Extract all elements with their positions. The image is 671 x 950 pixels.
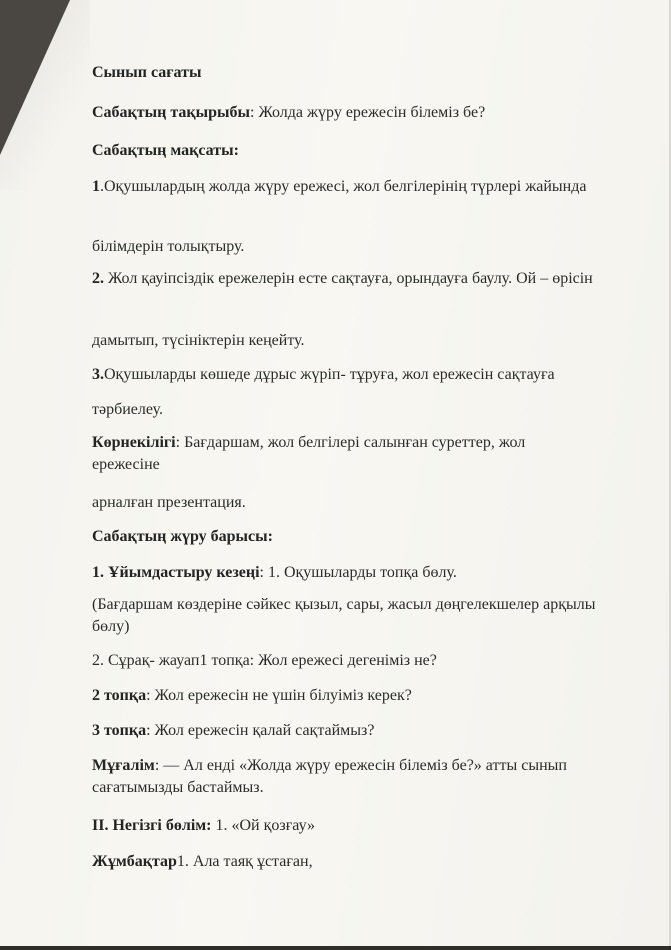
riddles [92,851,313,873]
question-2 [92,685,412,707]
stage-1 [92,562,457,584]
goal-1-continuation: білімдерін толықтыру. [92,238,245,255]
goal-3-text: Оқушыларды көшеде дұрыс жүріп- тұруға, жол ережесін сақтауға [104,366,555,383]
goal-2-text: Жол қауіпсіздік ережелерін есте сақтауға, орындауға баулу. Ой – өрісін [104,270,593,287]
teacher-text: : — Ал енді «Жолда жүру ережесін білеміз бе?» атты сынып сағатымызды бастаймыз. [92,757,567,796]
page-edge-bottom [0,946,671,950]
visual-aids-continuation: арналған презентация. [92,494,246,511]
goal-2-number: 2. [92,270,104,287]
goal-1-number: 1 [92,178,100,195]
riddles-label: Жұмбақтар [92,853,177,870]
main-part-label: ІІ. Негізгі бөлім: [92,817,212,834]
goal-2-continuation: дамытып, түсініктерін кеңейту. [92,332,305,349]
course-heading: Сабақтың жүру барысы: [92,528,273,545]
goal-3-continuation: тәрбиелеу. [92,401,163,418]
question-3-text: : Жол ережесін қалай сақтаймыз? [146,722,375,739]
group-2-label: 2 топқа [92,687,147,704]
document-title: Сынып сағаты [92,64,202,81]
goals-heading: Сабақтың мақсаты: [92,142,239,159]
main-part-text: 1. «Ой қозғау» [211,817,315,834]
goal-1-text: .Оқушылардың жолда жүру ережесі, жол белгілерінің түрлері жайында [100,178,587,195]
teacher-line [92,755,602,799]
folded-corner [0,0,70,155]
goal-2 [92,268,617,290]
stage-1-note: (Бағдаршам көздеріне сәйкес қызыл, сары, жасыл дөңгелекшелер арқылы бөлу) [92,596,596,635]
question-1: 2. Сұрақ- жауап1 топқа: Жол ережесі дегеніміз не? [92,652,437,669]
stage-1-label: 1. Ұйымдастыру кезеңі [92,564,260,581]
visual-aids [92,432,597,476]
teacher-label: Мұғалім [92,757,155,774]
topic-text: : Жолда жүру ережесін білеміз бе? [250,104,486,121]
question-2-text: : Жол ережесін не үшін білуіміз керек? [146,687,412,704]
goal-1 [92,176,612,198]
visual-aids-text: : Бағдаршам, жол белгілері салынған суреттер, жол ережесіне [92,434,526,473]
goal-3-number: 3. [92,366,104,383]
group-3-label: 3 топқа [92,722,147,739]
goal-3 [92,364,627,386]
main-part [92,815,315,837]
visual-aids-label: Көрнекілігі [92,434,176,451]
topic-line [92,102,485,124]
topic-label: Сабақтың тақырыбы [92,104,250,121]
question-3 [92,720,374,742]
riddles-text: 1. Ала таяқ ұстаған, [176,853,313,870]
stage-1-text: : 1. Оқушыларды топқа бөлу. [259,564,457,581]
